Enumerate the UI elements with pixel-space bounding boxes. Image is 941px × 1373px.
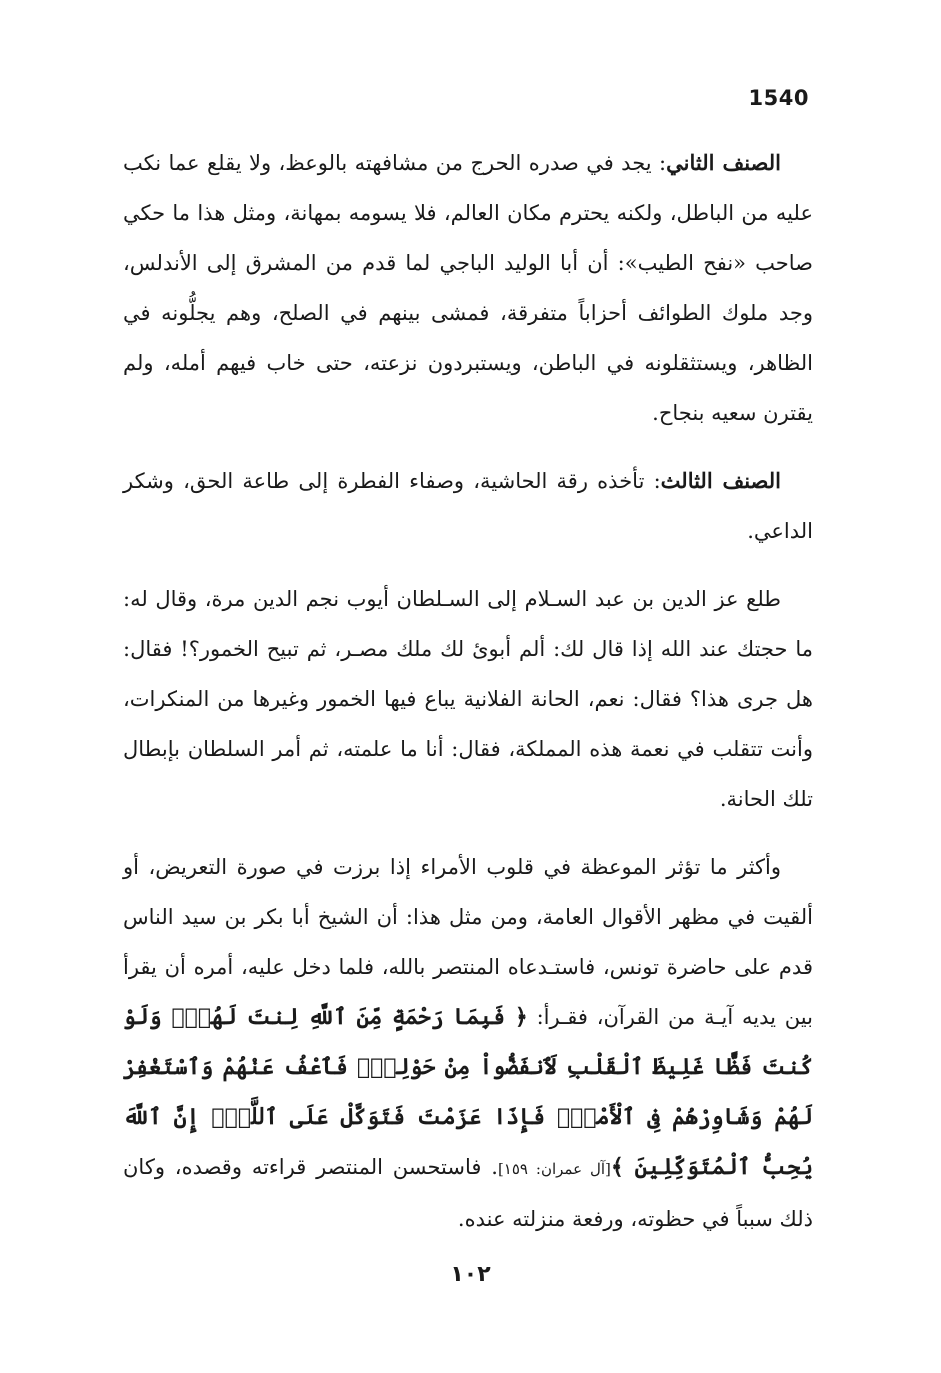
quran-verse: ﴿ فَبِمَا رَحْمَةٍ مِّنَ ٱللَّهِ لِنتَ لَهُمْۖ وَلَوْ كُنتَ فَظًّا غَلِيظَ ٱلْقَلْبِ لَٱنفَضُّواْ مِنْ حَوْلِكَۖ فَٱعْفُ عَنْهُمْ وَٱسْتَغْفِرْ لَهُمْ وَشَاوِرْهُمْ فِى ٱلْأَمْرِۖ فَإِذَا عَزَمْتَ فَتَوَكَّلْ عَلَى ٱللَّهِۚ إِنَّ ٱللَّهَ يُحِبُّ ٱلْمُتَوَكِّلِينَ ﴾ (123, 1004, 813, 1180)
paragraph-izz-story (123, 574, 813, 824)
page-footer-number: ١٠٢ (450, 1262, 491, 1287)
paragraph-second-type (123, 138, 813, 438)
paragraph-text: . فاستحسن المنتصر قراءته وقصده، وكان ذلك سبباً في حظوته، ورفعة منزلته عنده. (123, 1155, 813, 1231)
paragraph-text: طلع عز الدين بن عبد السـلام إلى السـلطان أيوب نجم الدين مرة، وقال له: ما حجتك عند الله إذا قال لك: ألم أبوئ لك ملك مصـر، ثم تبيح الخمور؟! فقال: هل جرى هذا؟ فقال: نعم، الحانة الفلانية يباع فيها الخمور وغيرها من المنكرات، وأنت تتقلب في نعمة هذه المملكة، فقال: أنا ما علمته، ثم أمر السلطان بإبطال تلك الحانة. (123, 587, 813, 811)
body-text (123, 138, 813, 1262)
paragraph-ibn-sayyid-story (123, 842, 813, 1244)
page-header-number: 1540 (748, 86, 809, 110)
paragraph-text: وأكثر ما تؤثر الموعظة في قلوب الأمراء إذا برزت في صورة التعريض، أو ألقيت في مظهر الأقوال العامة، ومن مثل هذا: أن الشيخ أبا بكر بن سيد الناس قدم على حاضرة تونس، فاستـدعاه المنتصر بالله، فلما دخل عليه، أمره أن يقرأ بين يديه آيـة من القرآن، فقـرأ: (123, 855, 813, 1029)
paragraph-label: الصنف الثالث (660, 468, 781, 493)
verse-reference: [آل عمران: ١٥٩] (497, 1160, 611, 1178)
paragraph-text: : تأخذه رقة الحاشية، وصفاء الفطرة إلى طاعة الحق، وشكر الداعي. (123, 469, 813, 543)
paragraph-text: : يجد في صدره الحرج من مشافهته بالوعظ، ولا يقلع عما نكب عليه من الباطل، ولكنه يحترم مكان العالم، فلا يسومه بمهانة، ومثل هذا ما حكي صاحب «نفح الطيب»: أن أبا الوليد الباجي لما قدم من المشرق إلى الأندلس، وجد ملوك الطوائف أحزاباً متفرقة، فمشى بينهم في الصلح، وهم يجلُّونه في الظاهر، ويستثقلونه في الباطن، ويستبردون نزعته، حتى خاب فيهم أمله، ولم يقترن سعيه بنجاح. (123, 151, 813, 425)
paragraph-third-type (123, 456, 813, 556)
paragraph-label: الصنف الثاني (666, 150, 782, 175)
